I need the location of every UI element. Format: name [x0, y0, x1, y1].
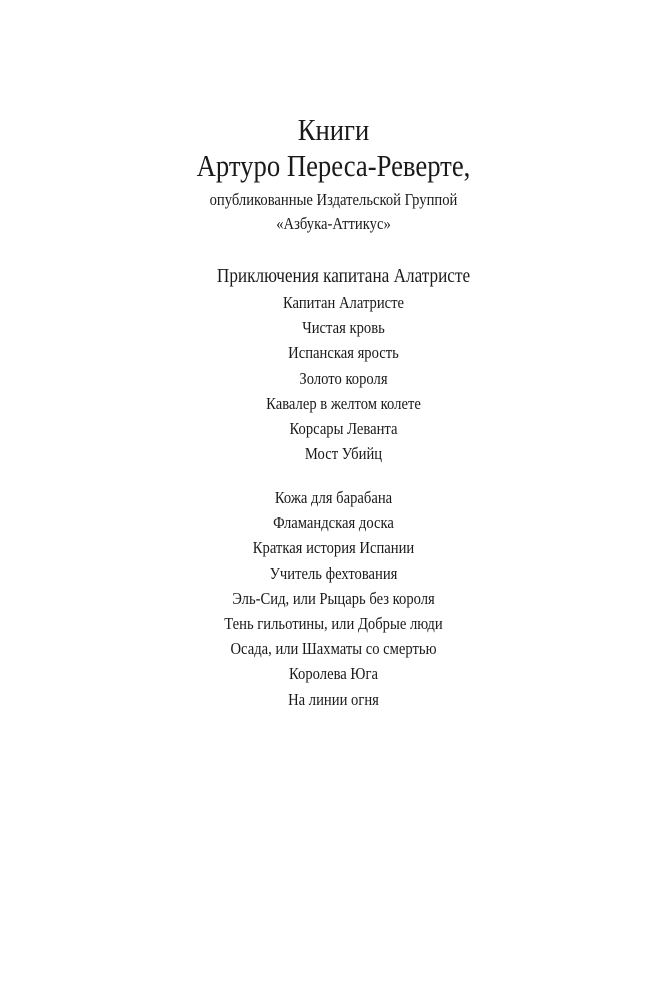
list-item: Капитан Алатристе — [282, 293, 405, 312]
list-item: Учитель фехтования — [269, 563, 398, 583]
list-item: Корсары Леванта — [289, 419, 398, 439]
series-book-list — [0, 290, 667, 466]
list-item: Кавалер в желтом колете — [266, 393, 421, 413]
page-subtitle-line-2: «Азбука-Аттикус» — [276, 214, 391, 233]
list-item: Фламандская доска — [273, 513, 394, 533]
list-item: Кожа для барабана — [274, 488, 393, 507]
list-item: Краткая история Испании — [252, 538, 415, 558]
list-item: Тень гильотины, или Добрые люди — [224, 614, 443, 634]
page-subtitle-line-1: опубликованные Издательской Группой — [209, 190, 458, 209]
series-heading: Приключения капитана Алатристе — [216, 265, 471, 287]
page-title-line-1: Книги — [297, 112, 370, 147]
series-section — [0, 262, 667, 466]
other-book-list — [0, 485, 667, 712]
page-title-line-2: Артуро Переса-Реверте, — [196, 148, 471, 183]
list-item: Королева Юга — [289, 664, 378, 684]
list-item: Золото короля — [299, 368, 388, 388]
list-item: Эль-Сид, или Рыцарь без короля — [232, 588, 435, 608]
other-books-section — [0, 485, 667, 712]
list-item: На линии огня — [288, 689, 379, 709]
list-item: Мост Убийц — [304, 444, 383, 464]
list-item: Испанская ярость — [288, 343, 399, 363]
list-item: Осада, или Шахматы со смертью — [230, 639, 437, 659]
title-block — [0, 112, 667, 236]
list-item: Чистая кровь — [302, 318, 385, 338]
